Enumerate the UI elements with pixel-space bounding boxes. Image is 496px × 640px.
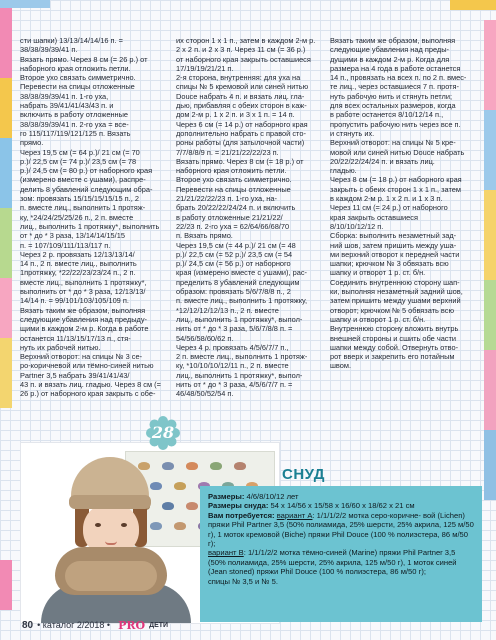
text-line: Вязать прямо. Через 8 см (= 18 р.) от	[176, 156, 304, 166]
butterfly-icon	[186, 502, 198, 510]
butterfly-icon	[186, 462, 198, 470]
text-line: Верхний отворот: на спицы № 3 се-	[20, 352, 143, 362]
text-line: 7/7/8/8/9 п. = 21/21/22/22/23 п.	[176, 147, 279, 157]
text-line: 46/48/50/52/54 п.	[176, 389, 234, 399]
text-line: Через 19,5 см (= 44 р.)/ 21 см (= 48	[176, 240, 296, 250]
text-line: края закрыть оставшиеся	[330, 212, 418, 222]
text-line: брать 20/22/22/24/24 п. и включить	[176, 203, 296, 213]
text-line: останется 11/13/15/17/13 п., стя-	[20, 333, 131, 343]
text-line: 38/38/39/39/41 п. 2-го уха = все-	[20, 119, 129, 129]
text-line: Соединить внутреннюю сторону шап-	[330, 277, 460, 287]
text-line: для всех остальных размеров, когда	[330, 101, 456, 111]
text-line: р.)/ 22,5 см (= 52 р.)/ 23,5 см (= 54	[176, 249, 293, 259]
text-line: делить 8 убавлений следующим обра-	[20, 184, 153, 194]
text-line: 8/10/10/12/12 п.	[330, 221, 384, 231]
butterfly-icon	[234, 462, 246, 470]
text-line: р.)/ 24,5 см (= 80 р.) от наборного края	[20, 166, 153, 176]
text-line: Перевести на спицы отложенные	[176, 184, 291, 194]
text-line: закрыть с обеих сторон 1 х 1 п., затем	[330, 184, 461, 194]
text-line: ку, *10/10/10/12/11 п., 2 п. вместе	[176, 361, 289, 371]
decor-strip	[484, 430, 496, 500]
decor-strip	[484, 110, 496, 190]
text-line: нуть их рабочей нитью.	[20, 342, 101, 352]
text-line: образом: провязать 5/6/7/8/8 п., 2	[176, 287, 291, 297]
decor-strip	[0, 8, 12, 78]
snood-size-label: Размеры снуда:	[208, 501, 269, 511]
text-line: выполнить от * до * 3 раза, 12/13/13/	[20, 287, 146, 297]
butterfly-icon	[174, 522, 186, 530]
text-line: Через 11 см (= 24 р.) от наборного	[330, 203, 448, 213]
decor-strip	[484, 350, 496, 430]
decor-strip	[484, 280, 496, 350]
text-line: 43 п. и вязать лиц. гладью. Через 8 см (=	[20, 379, 161, 389]
snood-size-value: 54 х 14/56 х 15/58 х 16/60 х 18/62 х 21 см	[270, 501, 415, 511]
text-line: Partner 3,5 набрать 39/41/41/43/	[20, 370, 130, 380]
butterfly-icon	[162, 462, 174, 470]
text-line: сти шапки) 13/13/14/14/16 п. =	[20, 36, 123, 45]
text-line: дом 2-м р. 1 х 2 п. и 3 х 1 п. = 14 п.	[176, 110, 295, 120]
text-line: дополнительно набрать с правой сто-	[176, 128, 306, 138]
butterfly-icon	[174, 482, 186, 490]
text-line: Верхний отворот: на спицы № 5 кре-	[330, 138, 456, 148]
text-line: ки, выполняя незаметный задний шов,	[330, 287, 463, 297]
text-line: отворот; крючком № 5 обвязать всю	[330, 305, 455, 315]
decor-strip	[484, 190, 496, 280]
text-line: шапку и отворот 1 р. ст. б/н.	[330, 268, 426, 278]
text-line: пропустить рабочую нить через все п.	[330, 119, 461, 129]
brand-logo: PRO	[118, 618, 146, 632]
variant-b-label: вариант В	[208, 548, 244, 558]
hat-brim	[69, 495, 151, 509]
text-line: дущими в каждом 2-м р. Когда для	[330, 54, 450, 64]
text-line: Перевести на спицы отложенные	[20, 82, 135, 92]
text-line: зом: провязать 15/15/15/15/15 п., 2	[20, 194, 139, 204]
snood-fold	[65, 561, 157, 591]
text-line: 2 х 2 п. и 2 х 3 п. Через 11 см (= 36 р.)	[176, 45, 306, 55]
text-line: *12/12/12/12/13 п., 2 п. вместе	[176, 305, 279, 315]
decor-strip	[0, 560, 12, 610]
text-line: 14/14 п. = 99/101/103/105/109 п.	[20, 296, 129, 306]
materials-box	[200, 486, 482, 622]
materials-label: Вам потребуется:	[208, 510, 275, 520]
text-line: 20/22/22/24/24 п. и вязать лиц.	[330, 156, 435, 166]
decor-strip	[0, 0, 50, 8]
text-line: 26 р.) от наборного края закрыть с обе-	[20, 389, 156, 399]
text-line: нить от * до * 3 раза, 4/5/6/7/7 п. =	[176, 379, 293, 389]
text-line: следующие убавления над предыду-	[20, 314, 147, 324]
page-footer	[22, 616, 168, 634]
variant-a-label: вариант А	[276, 510, 313, 520]
text-line: спицы № 5 кремовой или синей нитью	[176, 82, 309, 92]
text-line: Через 19,5 см (= 64 р.)/ 21 см (= 70	[20, 147, 140, 157]
text-line: те лиц., через оставшиеся 7 п. протя-	[330, 82, 460, 92]
text-line: в работу отложенные 21/21/22/	[176, 212, 283, 222]
catalog-label: • каталог 2/2018 •	[37, 620, 111, 630]
text-line: вместе лиц., выполнить 1 протяжку*,	[20, 277, 147, 287]
text-line: Через 2 р. провязать 12/13/13/14/	[20, 249, 135, 259]
text-line: Вязать таким же образом, выполняя	[330, 36, 456, 45]
text-line: ний шов, затем пришить между уша-	[330, 240, 457, 250]
text-line: набрать 39/41/41/43/43 п. и	[20, 101, 114, 111]
text-line: лиц., выполнить 1 протяжку*, выпол-	[176, 370, 303, 380]
text-line: 22/23 п. 2-го уха = 62/64/66/68/70	[176, 221, 290, 231]
decor-strip	[0, 78, 12, 138]
text-line: нить от * до * 3 раза, 5/6/7/8/8 п. =	[176, 324, 293, 334]
decor-strip	[0, 208, 12, 278]
text-line: ро-коричневой или тёмно-синей нитью	[20, 361, 154, 371]
variant-b-text: : 1/1/1/2/2 мотка тёмно-синей (Marine) пряжи Phil Partner 3,5 (50% полиамида, 25% шерсти, 25% акрила, 125 м/50 г), 1 моток синей (Jean stoned) пряжи Phil Douce (100 % полиэстера, 86 м/50 г);	[208, 548, 457, 577]
text-line: Через 8 см (= 18 р.) от наборного края	[330, 175, 462, 185]
text-line: п. вместе лиц., выполнить 1 протяжку,	[176, 296, 308, 306]
page-number: 80	[22, 619, 34, 631]
decor-strip	[450, 0, 496, 10]
text-line: п. вместе лиц., выполнить 1 протяж-	[20, 203, 146, 213]
sizes-value: 4/6/8/10/12 лет	[246, 492, 299, 501]
text-line: внешней стороны и сшить обе части	[330, 333, 457, 343]
text-line: затем пришить между ушами верхний	[330, 296, 461, 306]
text-column-3	[330, 36, 482, 371]
text-line: Через 4 р. провязать 4/5/6/7/7 п.,	[176, 342, 289, 352]
decor-strip	[0, 338, 12, 408]
text-line: гладью.	[330, 166, 357, 176]
text-column-1	[20, 36, 172, 399]
text-line: включить в работу отложенные	[20, 110, 129, 120]
text-line: р.)/ 24,5 см (= 56 р.) от наборного	[176, 259, 291, 269]
child-eye	[121, 523, 127, 527]
text-line: 38/38/39/39/41 п. 1-го уха,	[20, 91, 109, 101]
text-line: 2-я сторона, внутренняя: для уха на	[176, 73, 301, 83]
text-line: Сборка: выполнить незаметный зад-	[330, 231, 457, 241]
needles-text: спицы № 3,5 и № 5.	[208, 576, 278, 586]
text-line: Второе ухо связать симметрично.	[176, 175, 292, 185]
text-line: наборного края отложить петли.	[20, 63, 131, 73]
text-line: дью, прибавляя с обеих сторон в каж-	[176, 101, 307, 111]
text-line: и стянуть их.	[330, 128, 375, 138]
text-line: Вязать таким же образом, выполняя	[20, 305, 146, 315]
text-line: Через 6 см (= 14 р.) от наборного края	[176, 119, 308, 129]
text-line: Douce набрать 4 п. и вязать лиц. гла-	[176, 91, 305, 101]
text-line: в каждом 2-м р. 1 х 2 п. и 1 х 3 п.	[330, 194, 443, 204]
text-line: рот вверх и закрепить его потайным	[330, 352, 455, 362]
text-line: мовой или синей нитью Douce набрать	[330, 147, 465, 157]
text-line: пределить 8 убавлений следующим	[176, 277, 300, 287]
text-line: Второе ухо связать симметрично.	[20, 73, 136, 83]
text-line: го 115/117/119/121/125 п. Вязать	[20, 128, 131, 138]
text-line: 14 п., 2 п. вместе лиц., выполнить	[20, 259, 137, 269]
text-line: роны работы (для затылочной части)	[176, 138, 305, 148]
text-line: 17/19/19/21/21 п.	[176, 63, 234, 73]
text-line: щими в каждом 2-м р. Когда в работе	[20, 324, 149, 334]
butterfly-icon	[210, 462, 222, 470]
text-line: 2 п. вместе лиц., выполнить 1 протяж-	[176, 352, 308, 362]
sizes-label: Размеры:	[208, 492, 245, 501]
model-number-badge	[146, 416, 180, 450]
text-line: 54/56/58/60/62 п.	[176, 333, 234, 343]
text-line: ми верхний отворот к передней части	[330, 249, 460, 259]
text-line: 21/21/22/22/23 п. 1-го уха, на-	[176, 194, 277, 204]
text-line: лиц., выполнить 1 протяжку*, выпол-	[176, 314, 303, 324]
text-line: 14 п., провязать на всех п. по 2 п. вмес-	[330, 73, 467, 83]
text-line: следующие убавления над преды-	[330, 45, 449, 55]
child-eye	[95, 523, 101, 527]
text-line: шапку и отворот 1 р. ст. б/н.	[330, 314, 426, 324]
text-line: края (измерено вместе с ушами), рас-	[176, 268, 307, 278]
text-line: нуть рабочую нить и стянуть петли;	[330, 91, 453, 101]
text-line: шапки между собой. Отвернуть отво-	[330, 342, 459, 352]
text-line: от наборного края закрыть оставшиеся	[176, 54, 311, 64]
text-line: от * до * 3 раза, 13/14/14/15/15	[20, 231, 125, 241]
text-line: их сторон 1 х 1 п., затем в каждом 2-м р.	[176, 36, 316, 45]
text-line: п. Вязать прямо.	[176, 231, 233, 241]
section-title: СНУД	[282, 466, 325, 483]
text-line: Внутреннюю сторону вложить внутрь	[330, 324, 459, 334]
model-number: 28	[151, 423, 175, 442]
butterfly-icon	[150, 522, 162, 530]
butterfly-icon	[150, 482, 162, 490]
butterfly-icon	[162, 502, 174, 510]
brand-logo-suffix: ДЕТИ	[149, 621, 169, 629]
text-line: прямо.	[20, 138, 44, 148]
text-line: в работе останется 8/10/12/14 п.,	[330, 110, 444, 120]
text-line: п. = 107/109/111/113/117 п.	[20, 240, 111, 250]
text-line: (измерено вместе с ушами), распре-	[20, 175, 146, 185]
text-line: швом.	[330, 361, 352, 371]
decor-strip	[484, 20, 496, 110]
text-column-2	[176, 36, 328, 399]
decor-strip	[0, 278, 12, 338]
text-line: наборного края отложить петли.	[176, 166, 287, 176]
text-line: 1протяжку, *22/22/23/23/24 п., 2 п.	[20, 268, 136, 278]
decor-strip	[0, 138, 12, 208]
butterfly-icon	[138, 462, 150, 470]
text-line: лиц., выполнить 1 протяжку*, выполнить	[20, 221, 160, 231]
text-line: шапки; крючком № 3 обвязать всю	[330, 259, 449, 269]
text-line: Вязать прямо. Через 8 см (= 26 р.) от	[20, 54, 148, 64]
text-line: 38/38/39/39/41 п.	[20, 45, 78, 55]
text-line: размера на 4 года в работе останется	[330, 63, 461, 73]
text-line: р.)/ 22,5 см (= 74 р.)/ 23,5 см (= 78	[20, 156, 137, 166]
text-line: ку, *24/24/25/25/26 п., 2 п. вместе	[20, 212, 134, 222]
variant-a-text: : 1/1/1/2/2 мотка серо-коричне- вой (Lichen) пряжи Phil Partner 3,5 (50% полиамида, 25% шерсти, 25% акрила, 125 м/50 г), 1 моток кремовой (Biche) пряжи Phil Douce (100 % полиэстера, 86 м/50 г);	[208, 510, 474, 549]
